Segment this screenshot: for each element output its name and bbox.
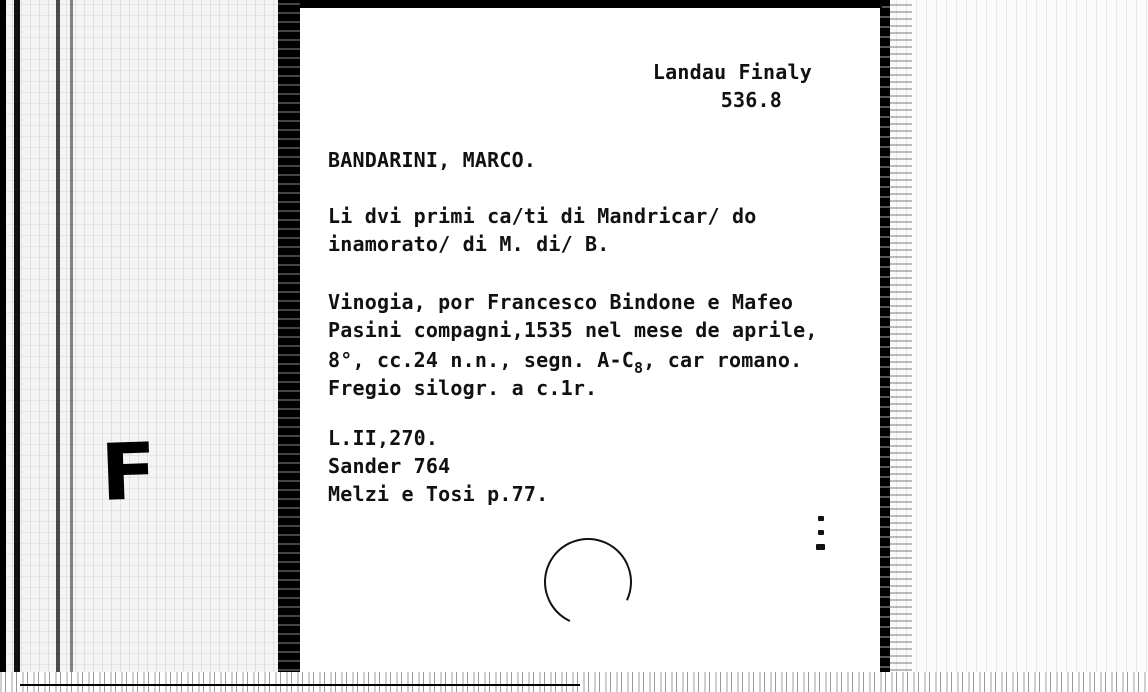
card-top-edge [300, 0, 882, 8]
imprint-note: Fregio silogr. a c.1r. [328, 376, 598, 400]
shelfmark-number: 536.8 [720, 88, 782, 112]
drawer-letter-label: F [99, 427, 159, 519]
title-line: inamorato/ di M. di/ B. [328, 232, 610, 256]
scan-background-left [0, 0, 300, 692]
collation-suffix: , car romano. [643, 348, 803, 372]
margin-marks [814, 516, 828, 570]
card-left-edge [278, 0, 302, 692]
signature-subscript: 8 [634, 359, 644, 377]
reference-line: Melzi e Tosi p.77. [328, 482, 549, 506]
author-heading: BANDARINI, MARCO. [328, 148, 537, 172]
punch-hole-circle [532, 526, 645, 639]
scan-background-right [882, 0, 1148, 692]
scan-noise [890, 0, 912, 692]
reference-line: Sander 764 [328, 454, 451, 478]
scan-edge-bar [70, 0, 73, 692]
shelfmark-collection: Landau Finaly [652, 60, 812, 84]
scan-edge-bar [14, 0, 20, 692]
imprint-line: Vinogia, por Francesco Bindone e Mafeo [328, 290, 794, 314]
scan-bottom-line [20, 684, 580, 686]
scan-edge-bar [0, 0, 6, 692]
catalog-card [300, 8, 880, 672]
scan-bottom-edge [0, 672, 1148, 692]
title-line: Li dvi primi ca/ti di Mandricar/ do [328, 204, 757, 228]
collation-line [328, 348, 803, 377]
imprint-line: Pasini compagni,1535 nel mese de aprile, [328, 318, 818, 342]
margin-mark [816, 544, 825, 550]
margin-mark [818, 530, 824, 535]
reference-line: L.II,270. [328, 426, 439, 450]
collation-text: 8°, cc.24 n.n., segn. A-C [328, 348, 635, 372]
card-right-edge [880, 0, 890, 692]
scan-edge-bar [56, 0, 60, 692]
margin-mark [818, 516, 824, 521]
